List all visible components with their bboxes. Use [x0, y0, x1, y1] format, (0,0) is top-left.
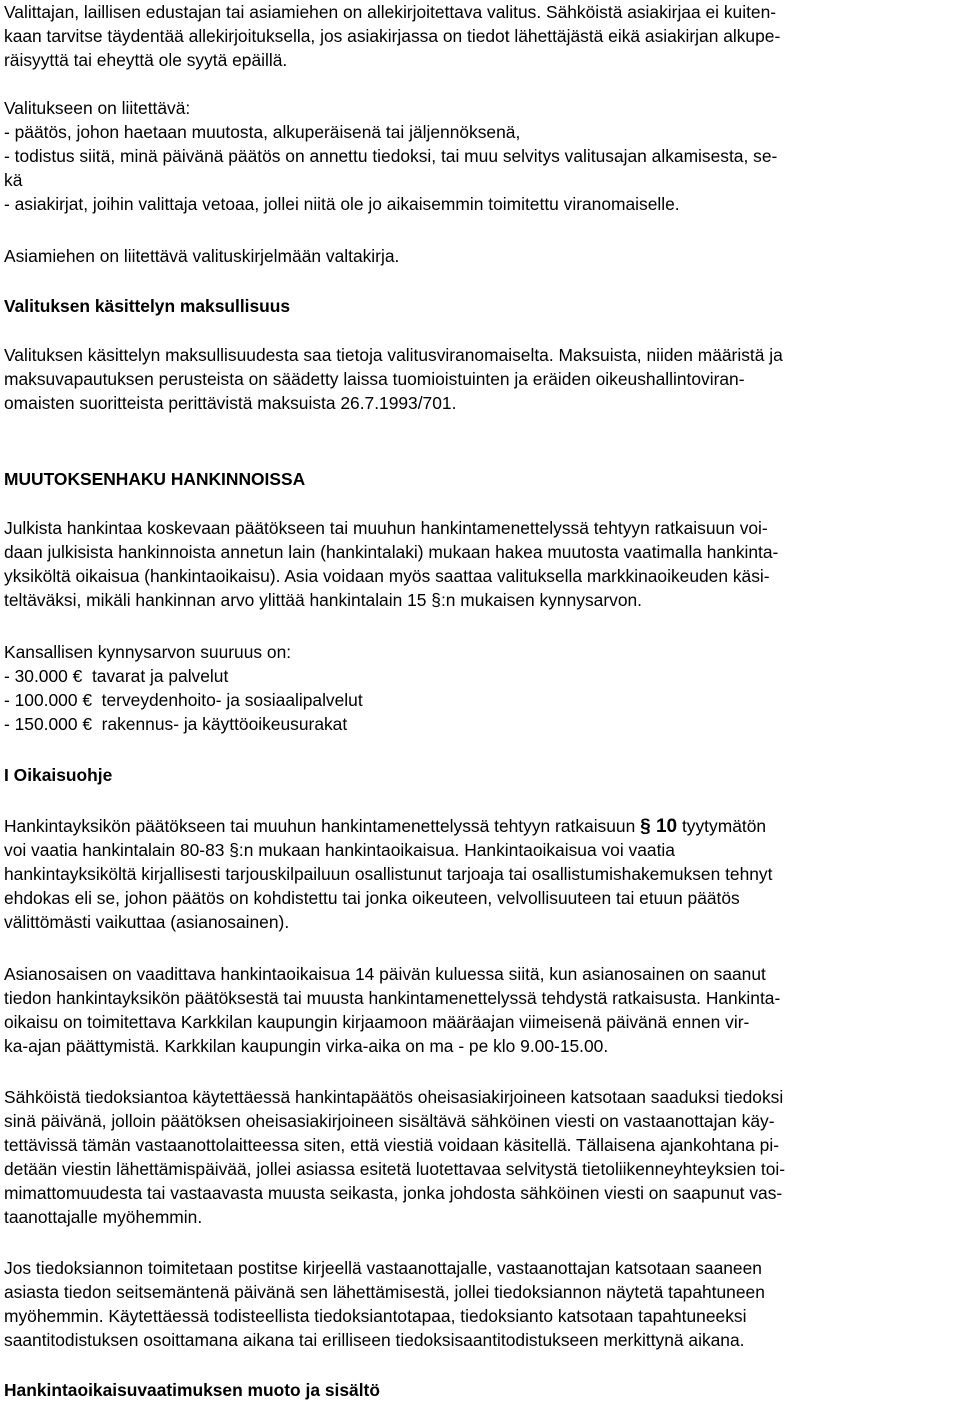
text-line: omaisten suoritteista perittävistä maksuista 26.7.1993/701. — [4, 393, 457, 413]
text-line: Asiamiehen on liitettävä valituskirjelmään valtakirja. — [4, 246, 400, 266]
text-line: - todistus siitä, minä päivänä päätös on annettu tiedoksi, tai muu selvitys valitusajan alkamisesta, se- — [4, 146, 778, 166]
text-line: yksiköltä oikaisua (hankintaoikaisu). Asia voidaan myös saattaa valituksella markkinaoikeuden käsi- — [4, 566, 770, 586]
text-fragment: Hankintayksikön päätökseen tai muuhun hankintamenettelyssä tehtyyn ratkaisuun — [4, 816, 636, 836]
section-number: § 10 — [640, 816, 678, 837]
text-line: - päätös, johon haetaan muutosta, alkuperäisenä tai jäljennöksenä, — [4, 122, 521, 142]
text-line: Kansallisen kynnysarvon suuruus on: — [4, 642, 292, 662]
text-line: Sähköistä tiedoksiantoa käytettäessä hankintapäätös oheisasiakirjoineen katsotaan saaduksi tiedoksi — [4, 1087, 784, 1107]
text-line: oikaisu on toimitettava Karkkilan kaupungin kirjaamoon määräajan viimeisenä päivänä ennen vir- — [4, 1012, 750, 1032]
text-line: Asianosaisen on vaadittava hankintaoikaisua 14 päivän kuluessa siitä, kun asianosainen on saanut — [4, 964, 766, 984]
text-line: kä — [4, 170, 23, 190]
text-line: Jos tiedoksiannon toimitetaan postitse kirjeellä vastaanottajalle, vastaanottajan katsotaan saaneen — [4, 1258, 762, 1278]
text-line: räisyyttä tai eheyttä ole syytä epäillä. — [4, 50, 288, 70]
text-line: taanottajalle myöhemmin. — [4, 1207, 203, 1227]
text-line: tettävissä tämän vastaanottolaitteessa siten, että viestiä voidaan käsitellä. Tällaisena ajankohtana pi- — [4, 1135, 779, 1155]
text-line: sinä päivänä, jolloin päätöksen oheisasiakirjoineen sisältävä sähköinen viesti on vastaanottajan käy- — [4, 1111, 775, 1131]
text-line: asiasta tiedon seitsemäntenä päivänä sen lähettämisestä, jollei tiedoksiannon näytetä tapahtuneen — [4, 1282, 765, 1302]
section-heading: Valituksen käsittelyn maksullisuus — [4, 296, 291, 316]
text-line: Julkista hankintaa koskevaan päätökseen tai muuhun hankintamenettelyssä tehtyyn ratkaisuun voi- — [4, 518, 768, 538]
text-line: Valituksen käsittelyn maksullisuudesta saa tietoja valitusviranomaiselta. Maksuista, niiden määristä ja — [4, 345, 783, 365]
text-line: tiedon hankintayksikön päätöksestä tai muusta hankintamenettelyssä tehdystä ratkaisusta. Hankinta- — [4, 988, 781, 1008]
list-item: - 150.000 € rakennus- ja käyttöoikeusurakat — [4, 714, 348, 734]
text-line: maksuvapautuksen perusteista on säädetty laissa tuomioistuinten ja eräiden oikeushallintoviran- — [4, 369, 745, 389]
text-line: välittömästi vaikuttaa (asianosainen). — [4, 912, 290, 932]
text-line — [4, 814, 766, 839]
text-line: myöhemmin. Käytettäessä todisteellista tiedoksiantotapaa, tiedoksianto katsotaan tapahtuneeksi — [4, 1306, 747, 1326]
list-item: - 100.000 € terveydenhoito- ja sosiaalipalvelut — [4, 690, 363, 710]
section-heading: I Oikaisuohje — [4, 765, 113, 785]
text-line: detään viestin lähettämispäivää, jollei asiassa esitetä luotettavaa selvitystä tietoliikenneyhteyksien toi- — [4, 1159, 786, 1179]
text-line: ehdokas eli se, johon päätös on kohdistettu tai jonka oikeuteen, velvollisuuteen tai etuun päätös — [4, 888, 740, 908]
list-item: - 30.000 € tavarat ja palvelut — [4, 666, 229, 686]
text-line: mimattomuudesta tai vastaavasta muusta seikasta, jonka johdosta sähköinen viesti on saapunut vas- — [4, 1183, 783, 1203]
text-line: kaan tarvitse täydentää allekirjoituksella, jos asiakirjassa on tiedot lähettäjästä eikä asiakirjan alkupe- — [4, 26, 781, 46]
text-line: ka-ajan päättymistä. Karkkilan kaupungin virka-aika on ma - pe klo 9.00-15.00. — [4, 1036, 609, 1056]
text-line: daan julkisista hankinnoista annetun lain (hankintalaki) mukaan hakea muutosta vaatimalla hankinta- — [4, 542, 779, 562]
text-line: Valitukseen on liitettävä: — [4, 98, 191, 118]
section-heading: MUUTOKSENHAKU HANKINNOISSA — [4, 469, 306, 489]
text-line: saantitodistuksen osoittamana aikana tai erilliseen tiedoksisaantitodistukseen merkittynä aikana. — [4, 1330, 745, 1350]
text-line: voi vaatia hankintalain 80-83 §:n mukaan hankintaoikaisua. Hankintaoikaisua voi vaatia — [4, 840, 675, 860]
text-line: Valittajan, laillisen edustajan tai asiamiehen on allekirjoitettava valitus. Sähköistä asiakirjaa ei kuiten- — [4, 2, 777, 22]
text-line: hankintayksiköltä kirjallisesti tarjouskilpailuun osallistunut tarjoaja tai osallistumishakemuksen tehnyt — [4, 864, 773, 884]
text-line: - asiakirjat, joihin valittaja vetoaa, jollei niitä ole jo aikaisemmin toimitettu viranomaiselle. — [4, 194, 680, 214]
text-fragment: tyytymätön — [681, 816, 767, 836]
section-heading: Hankintaoikaisuvaatimuksen muoto ja sisältö — [4, 1380, 380, 1400]
text-line: teltäväksi, mikäli hankinnan arvo ylittää hankintalain 15 §:n mukaisen kynnysarvon. — [4, 590, 643, 610]
